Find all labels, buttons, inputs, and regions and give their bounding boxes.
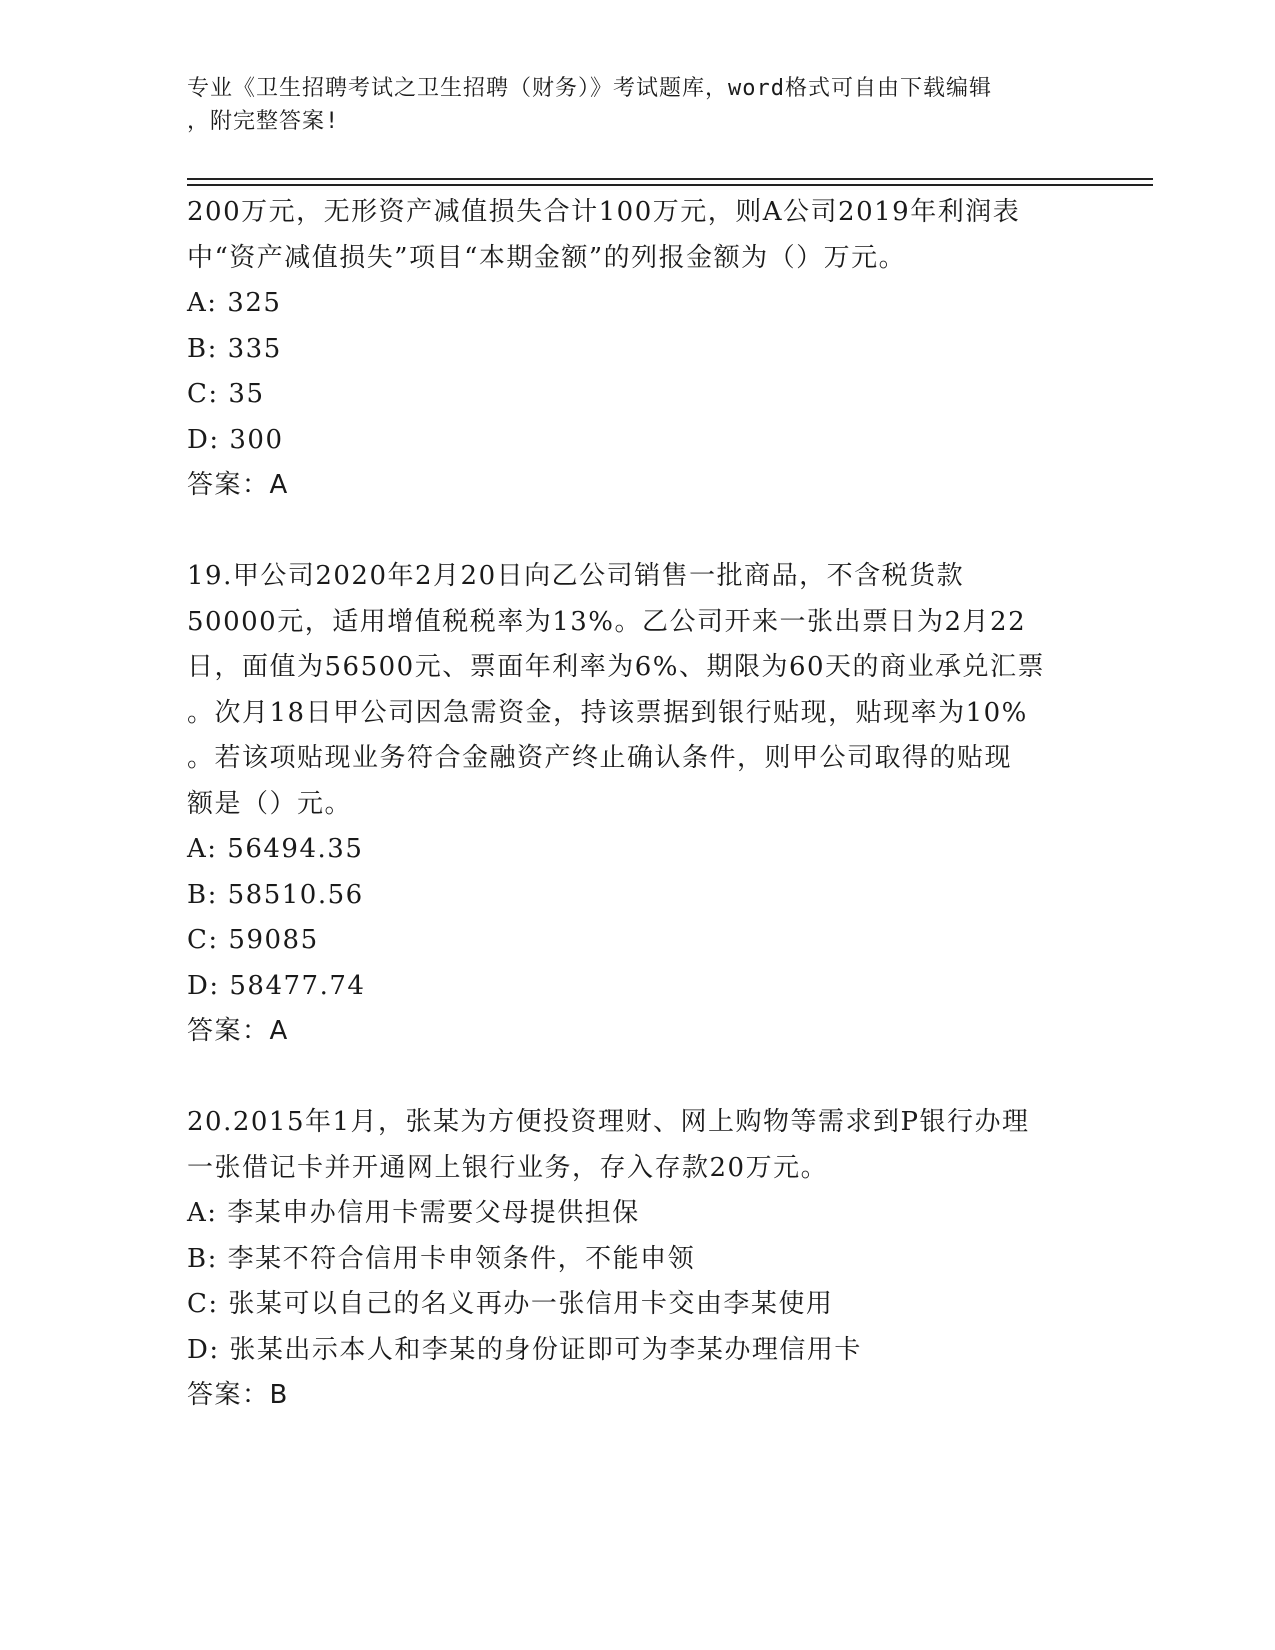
spacer [187, 1055, 1087, 1101]
answer-line: 答案：A [187, 470, 289, 500]
option-c: C: 35 [187, 379, 265, 409]
option-a: A: 56494.35 [187, 834, 364, 864]
question-stem-line: 19.甲公司2020年2月20日向乙公司销售一批商品，不含税货款 [187, 561, 965, 591]
question-content [187, 190, 1087, 1419]
header-line-1: 专业《卫生招聘考试之卫生招聘（财务）》考试题库，word格式可自由下载编辑 [187, 76, 992, 101]
spacer [187, 509, 1087, 555]
option-d: D: 300 [187, 424, 284, 455]
question-stem-line: 一张借记卡并开通网上银行业务，存入存款20万元。 [187, 1152, 829, 1183]
question-18 [187, 190, 1087, 509]
option-b: B: 58510.56 [187, 879, 364, 910]
header-rule-top [187, 178, 1153, 180]
option-d: D: 58477.74 [187, 970, 366, 1001]
answer-line: 答案：A [187, 1016, 289, 1046]
option-b: B: 335 [187, 333, 282, 364]
question-stem-line: 中“资产减值损失”项目“本期金额”的列报金额为（）万元。 [187, 242, 907, 273]
question-stem-line: 50000元，适用增值税税率为13%。乙公司开来一张出票日为2月22 [187, 606, 1027, 637]
question-20 [187, 1100, 1087, 1419]
option-b: B: 李某不符合信用卡申领条件，不能申领 [187, 1243, 696, 1274]
option-c: C: 张某可以自己的名义再办一张信用卡交由李某使用 [187, 1289, 834, 1319]
question-stem-line: 20.2015年1月，张某为方便投资理财、网上购物等需求到P银行办理 [187, 1107, 1030, 1137]
question-stem-line: 日，面值为56500元、票面年利率为6%、期限为60天的商业承兑汇票 [187, 652, 1046, 682]
option-c: C: 59085 [187, 925, 319, 955]
header-line-2: ，附完整答案! [187, 109, 340, 134]
option-d: D: 张某出示本人和李某的身份证即可为李某办理信用卡 [187, 1334, 862, 1365]
option-a: A: 李某申办信用卡需要父母提供担保 [187, 1198, 640, 1228]
option-a: A: 325 [187, 288, 282, 318]
answer-line: 答案：B [187, 1380, 289, 1410]
question-19 [187, 554, 1087, 1055]
header-rule-bottom [187, 184, 1153, 186]
question-stem-line: 额是（）元。 [187, 788, 353, 819]
question-stem-line: 。次月18日甲公司因急需资金，持该票据到银行贴现，贴现率为10% [187, 697, 1028, 728]
document-header [187, 72, 1067, 138]
question-stem-line: 200万元，无形资产减值损失合计100万元，则A公司2019年利润表 [187, 197, 1021, 227]
question-stem-line: 。若该项贴现业务符合金融资产终止确认条件，则甲公司取得的贴现 [187, 743, 1013, 773]
